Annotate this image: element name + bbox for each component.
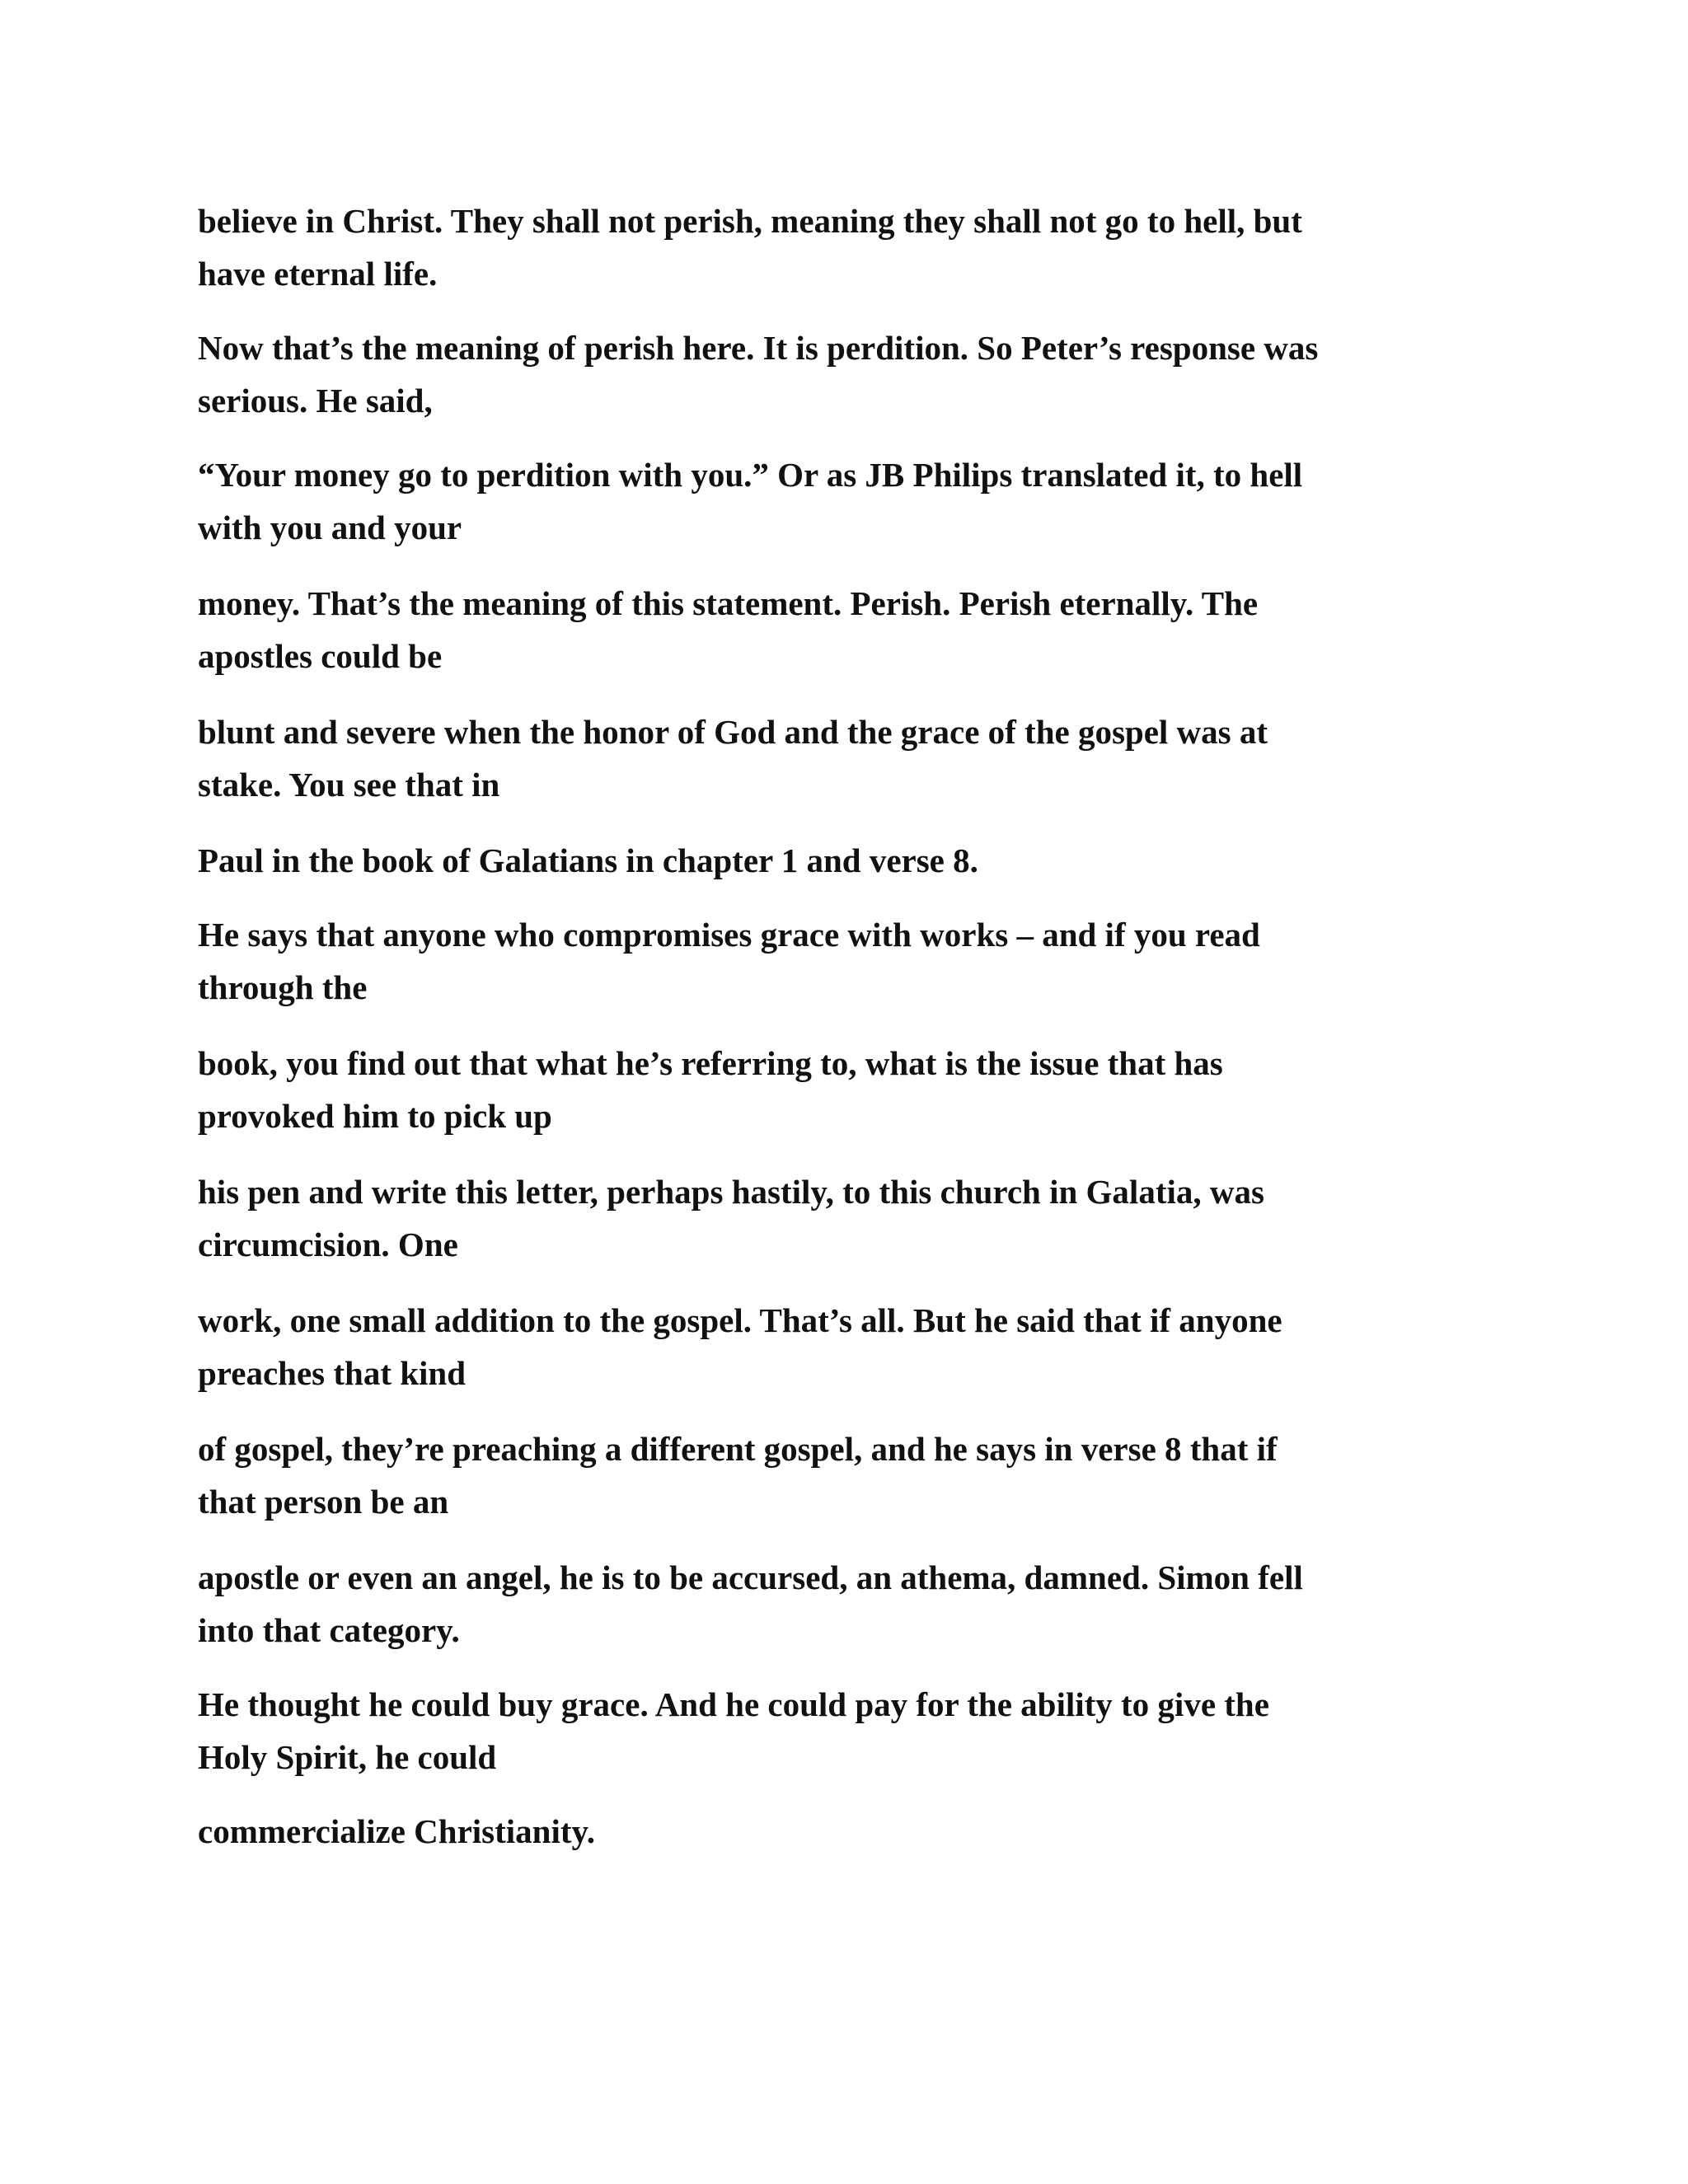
paragraph-7: He says that anyone who compromises grace with works – and if you read through the [198,916,1260,1006]
paragraph-12: apostle or even an angel, he is to be accursed, an athema, damned. Simon fell into that category. [198,1558,1303,1649]
paragraph-13: He thought he could buy grace. And he could pay for the ability to give the Holy Spirit, he could [198,1685,1269,1776]
paragraph-8: book, you find out that what he’s referring to, what is the issue that has provoked him to pick up [198,1044,1223,1135]
paragraph-1: believe in Christ. They shall not perish, meaning they shall not go to hell, but have eternal life. [198,202,1302,293]
paragraph-4: money. That’s the meaning of this statement. Perish. Perish eternally. The apostles could be [198,584,1259,675]
paragraph-5: blunt and severe when the honor of God and the grace of the gospel was at stake. You see that in [198,713,1268,804]
paragraph-14: commercialize Christianity. [198,1812,596,1850]
paragraph-10: work, one small addition to the gospel. That’s all. But he said that if anyone preaches that kind [198,1301,1282,1392]
paragraph-9: his pen and write this letter, perhaps hastily, to this church in Galatia, was circumcision. One [198,1173,1264,1263]
paragraph-2: Now that’s the meaning of perish here. It is perdition. So Peter’s response was serious. He said, [198,329,1319,419]
paragraph-11: of gospel, they’re preaching a different gospel, and he says in verse 8 that if that person be an [198,1430,1278,1521]
paragraph-6: Paul in the book of Galatians in chapter 1 and verse 8. [198,841,978,879]
paragraph-3: “Your money go to perdition with you.” Or as JB Philips translated it, to hell with you and your [198,456,1303,546]
